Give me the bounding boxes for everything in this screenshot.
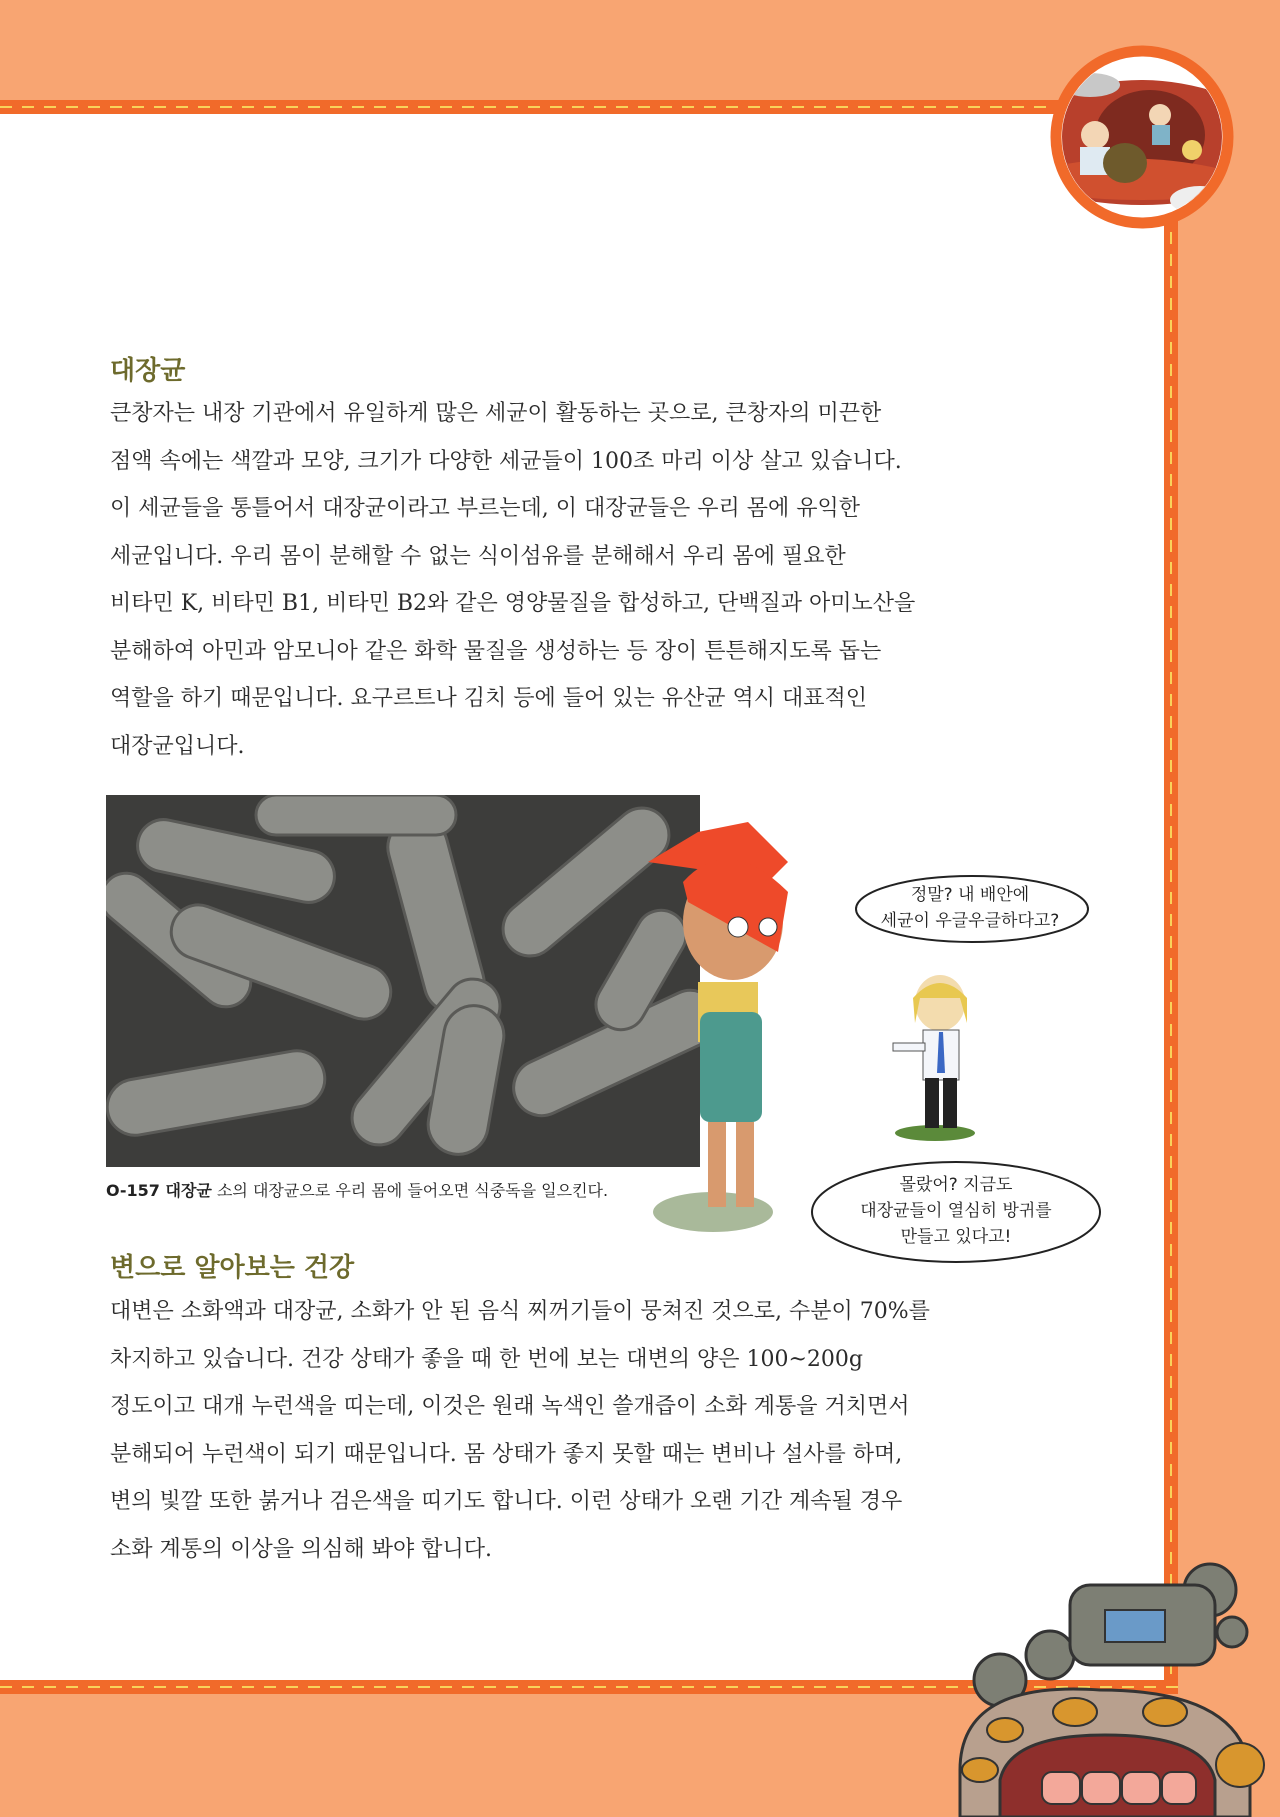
ecoli-paragraph xyxy=(110,390,1090,770)
paragraph-line: 이 세균들을 통틀어서 대장균이라고 부르는데, 이 대장균들은 우리 몸에 유익한 xyxy=(110,496,860,521)
paragraph-line: 세균입니다. 우리 몸이 분해할 수 없는 식이섬유를 분해해서 우리 몸에 필요한 xyxy=(110,543,846,569)
paragraph-line: 정도이고 대개 누런색을 띠는데, 이것은 원래 녹색인 쓸개즙이 소화 계통을 거치면서 xyxy=(110,1394,910,1419)
bubble-line: 정말? 내 배안에 xyxy=(910,885,1030,905)
section-title-health: 변으로 알아보는 건강 xyxy=(110,1253,355,1283)
boy-character xyxy=(885,968,985,1143)
paragraph-line: 대장균입니다. xyxy=(110,733,245,759)
robot-mouth-illustration xyxy=(920,1540,1280,1817)
girl-speech-bubble xyxy=(848,872,1092,946)
paragraph-line: 큰창자는 내장 기관에서 유일하게 많은 세균이 활동하는 곳으로, 큰창자의 미끈한 xyxy=(110,401,882,426)
bubble-line: 몰랐어? 지금도 xyxy=(899,1175,1013,1195)
ecoli-micrograph xyxy=(106,795,700,1167)
paragraph-line: 역할을 하기 때문입니다. 요구르트나 김치 등에 들어 있는 유산균 역시 대표적인 xyxy=(110,686,867,711)
bubble-line: 만들고 있다고! xyxy=(900,1227,1012,1247)
paragraph-line: 변의 빛깔 또한 붉거나 검은색을 띠기도 합니다. 이런 상태가 오랜 기간 계속될 경우 xyxy=(110,1489,903,1514)
paragraph-line: 분해하여 아민과 암모니아 같은 화학 물질을 생성하는 등 장이 튼튼해지도록 돕는 xyxy=(110,638,882,664)
health-paragraph xyxy=(110,1288,1090,1573)
paragraph-line: 대변은 소화액과 대장균, 소화가 안 된 음식 찌꺼기들이 뭉쳐진 것으로, 수분이 70%를 xyxy=(110,1299,930,1324)
paragraph-line: 소화 계통의 이상을 의심해 봐야 합니다. xyxy=(110,1536,492,1562)
intestine-cave-illustration xyxy=(1050,45,1234,229)
caption-text: 소의 대장균으로 우리 몸에 들어오면 식중독을 일으킨다. xyxy=(211,1181,609,1200)
paragraph-line: 비타민 K, 비타민 B1, 비타민 B2와 같은 영양물질을 합성하고, 단백질과 아미노산을 xyxy=(110,591,916,616)
bubble-line: 세균이 우글우글하다고? xyxy=(880,911,1060,931)
top-border-stripe xyxy=(0,100,1170,114)
boy-speech-bubble xyxy=(808,1152,1104,1266)
paragraph-line: 점액 속에는 색깔과 모양, 크기가 다양한 세균들이 100조 마리 이상 살고 있습니다. xyxy=(110,448,902,474)
bubble-line: 대장균들이 열심히 방귀를 xyxy=(860,1201,1052,1221)
caption-label: O-157 대장균 xyxy=(106,1181,212,1200)
right-border-stripe xyxy=(1164,100,1178,1692)
paragraph-line: 분해되어 누런색이 되기 때문입니다. 몸 상태가 좋지 못할 때는 변비나 설사를 하며, xyxy=(110,1441,903,1467)
photo-caption xyxy=(106,1178,608,1201)
paragraph-line: 차지하고 있습니다. 건강 상태가 좋을 때 한 번에 보는 대변의 양은 100~200g xyxy=(110,1346,863,1372)
section-title-ecoli: 대장균 xyxy=(110,356,186,386)
